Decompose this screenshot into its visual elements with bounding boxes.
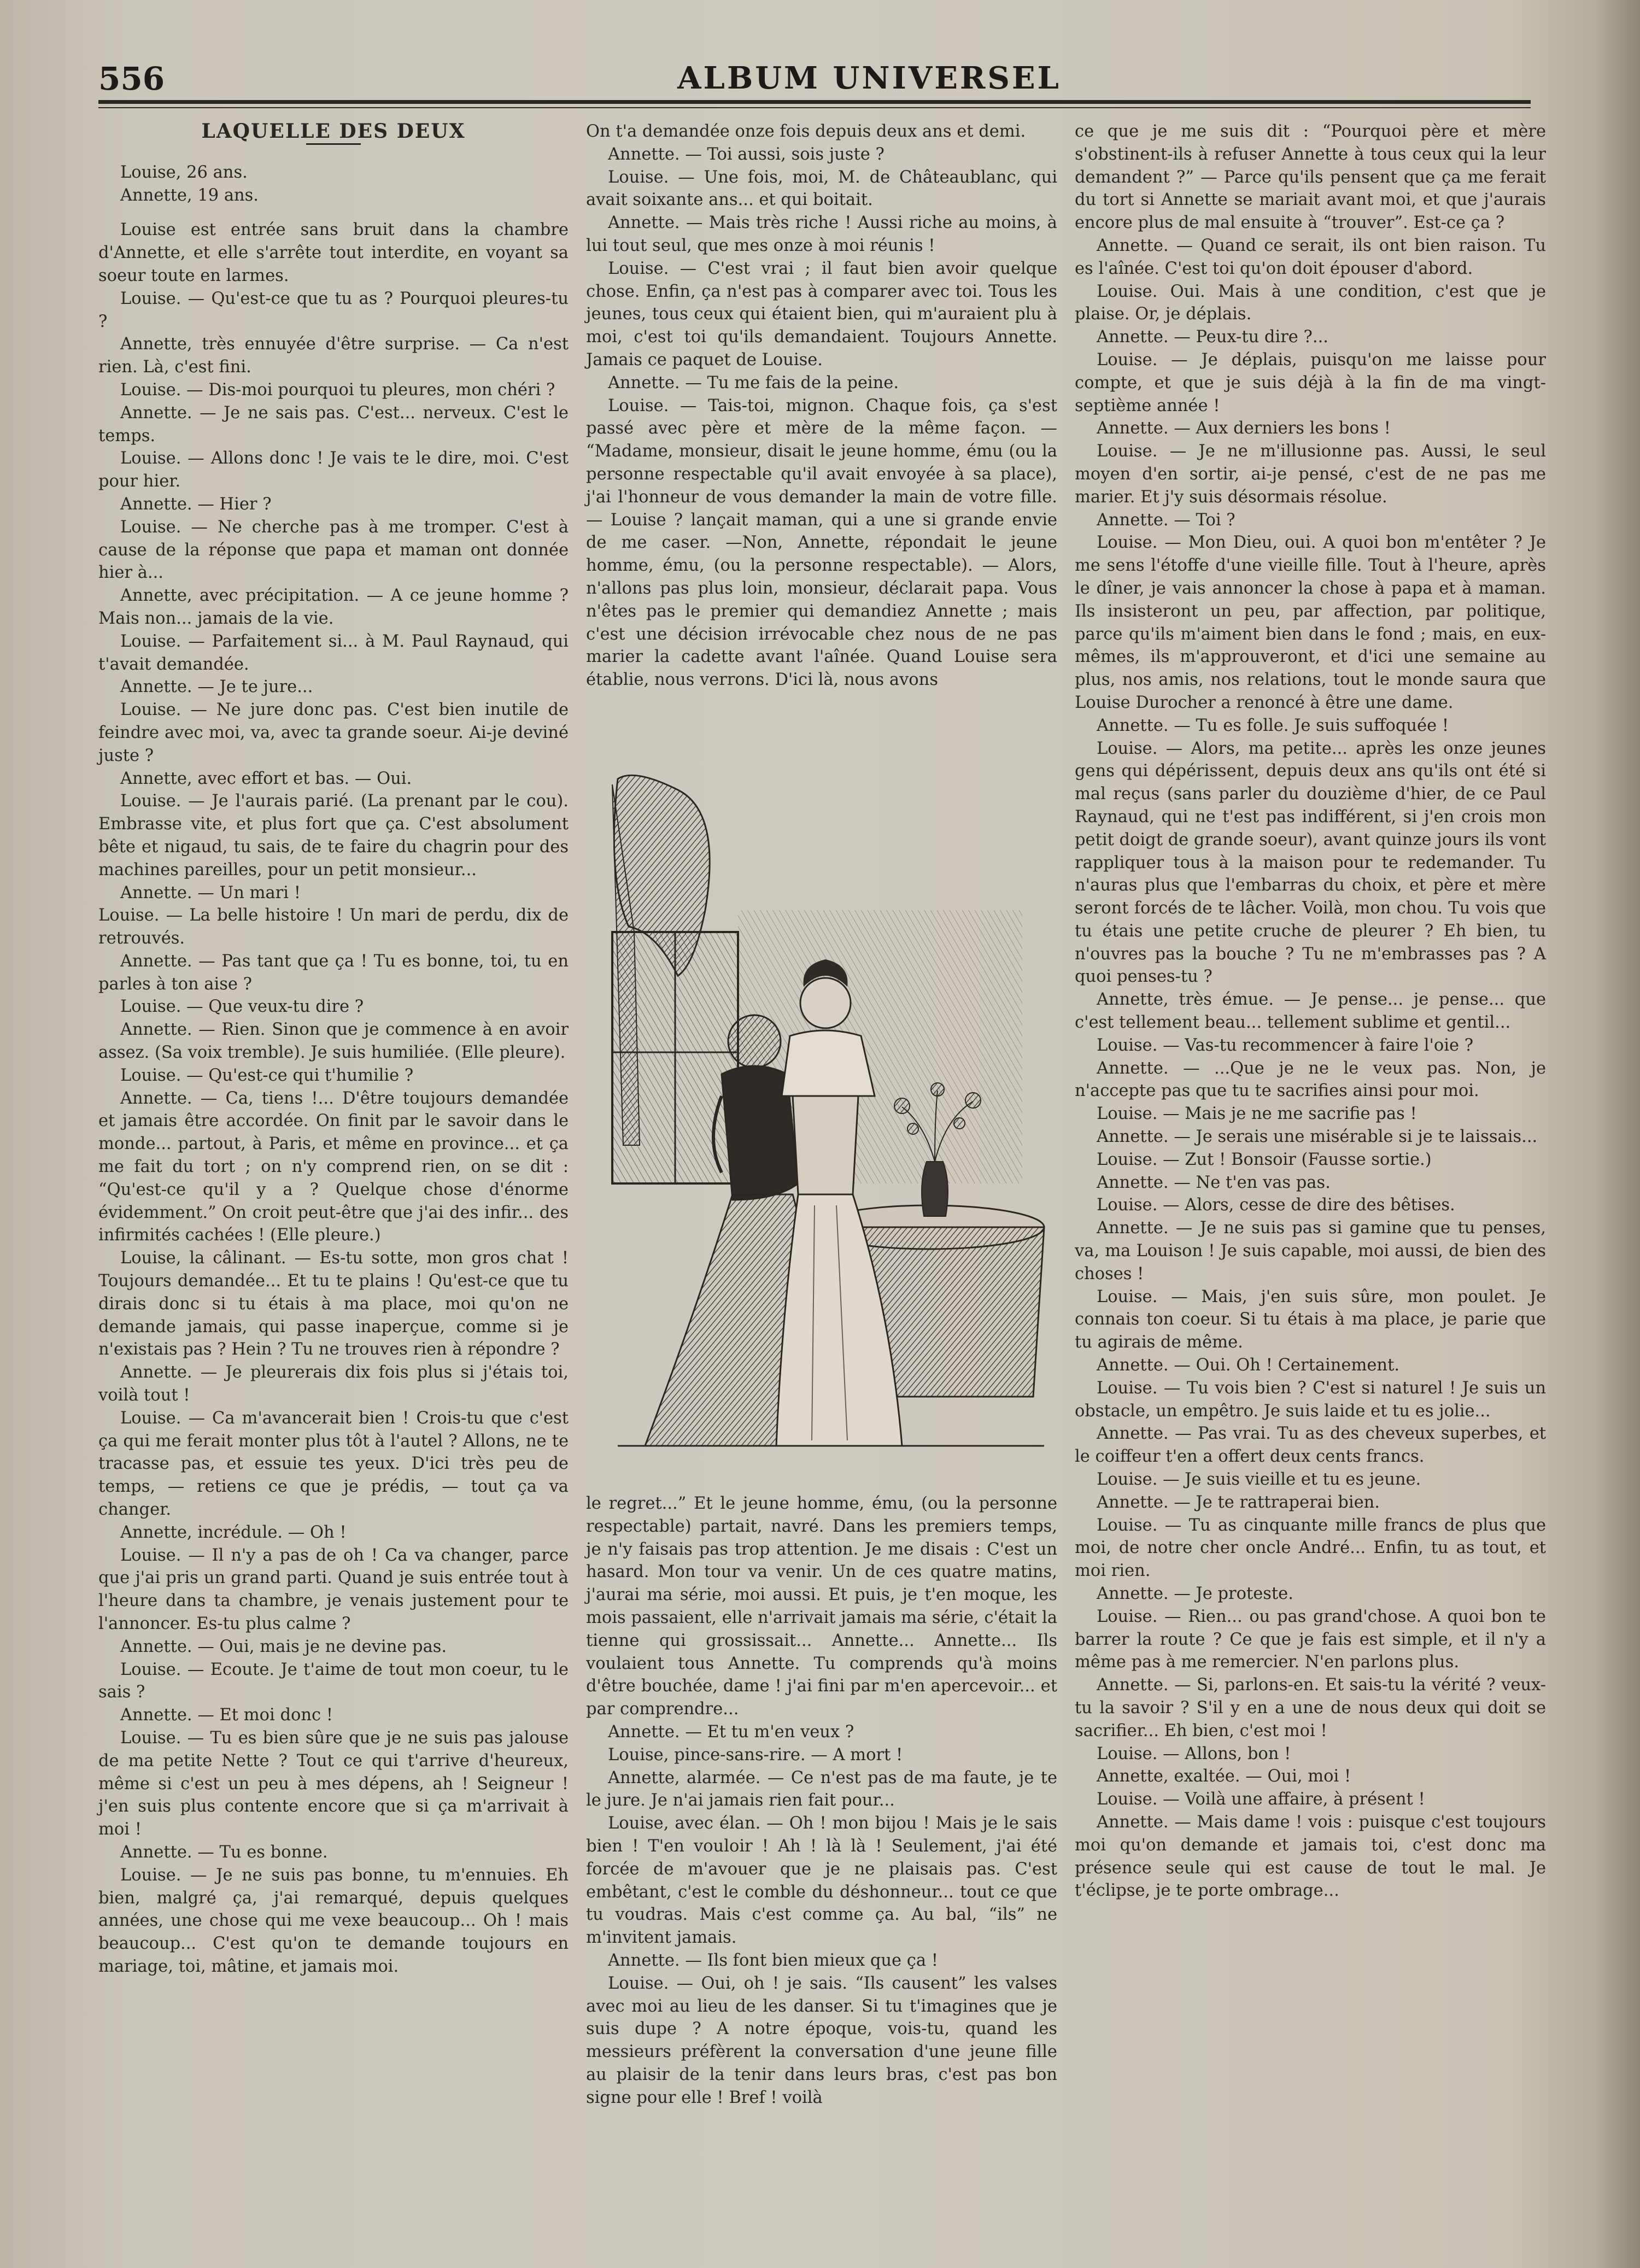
- cast-item: Annette, 19 ans.: [120, 185, 259, 205]
- paragraph: Louise. — Allons, bon !: [1097, 1744, 1291, 1763]
- paragraph: Louise. — Parfaitement si... à M. Paul Raynaud, qui t'avait demandée.: [98, 631, 569, 674]
- spacer: [98, 207, 569, 219]
- paragraph: Annette. — Hier ?: [120, 494, 272, 514]
- paragraph: Louise. — Alors, ma petite... après les onze jeunes gens qui dépérissent, depuis deux ans qu'ils ont été si mal reçus (sans parler du douzième d'hier, de ce Paul Raynaud, qui ne t'est pas indifférent, si j'en crois mon petit doigt de grande soeur), avant quinze jours ils vont rappliquer tous à la maison pour te redemander. Tu n'auras plus que l'embarras du choix, et père et mère seront forcés de te lâcher. Voilà, mon chou. Tu vois que tu étais une petite cruche de pleurer ? Eh bien, tu n'ouvres pas la bouche ? Tu ne m'embrasses pas ? A quoi penses-tu ?: [1075, 739, 1547, 987]
- paragraph: Annette. — Ils font bien mieux que ça !: [608, 1950, 938, 1970]
- paragraph: Louise, la câlinant. — Es-tu sotte, mon gros chat ! Toujours demandée... Et tu te plains ! Qu'est-ce que tu dirais donc si tu étais à ma place, moi qu'on ne demande jamais, qui passe inaperçue, comme si je n'existais pas ? Hein ? Tu ne trouves rien à répondre ?: [98, 1249, 569, 1359]
- paragraph: Louise. — Je ne m'illusionne pas. Aussi, le seul moyen d'en sortir, ai-je pensé, c'est de ne pas me marier. Et j'y suis désormais résolue.: [1075, 442, 1546, 507]
- text-column-1: [98, 120, 569, 1978]
- paragraph: Annette. — Et moi donc !: [120, 1706, 333, 1725]
- paragraph: Louise. — Mais, j'en suis sûre, mon poulet. Je connais ton coeur. Si tu étais à ma place, je parie que tu agirais de même.: [1075, 1287, 1546, 1352]
- paragraph: Annette, très ennuyée d'être surprise. — Ca n'est rien. Là, c'est fini.: [98, 335, 569, 377]
- paragraph: Louise. — C'est vrai ; il faut bien avoir quelque chose. Enfin, ça n'est pas à comparer avec toi. Tous les jeunes, tous ceux qui étaient bien, qui m'auraient plu à moi, c'est toi qu'ils demandaient. Toujours Annette. Jamais ce paquet de Louise.: [586, 259, 1057, 370]
- paragraph: Louise. — Tais-toi, mignon. Chaque fois, ça s'est passé avec père et mère de la même façon. — “Madame, monsieur, disait le jeune homme, ému (ou la personne respectable qu'il avait envoyée à sa place), j'ai l'honneur de vous demander la main de votre fille. — Louise ? lançait maman, qui a une si grande envie de me caser. —Non, Annette, répondait le jeune homme, ému, (ou la personne respectable). — Alors, n'allons pas plus loin, monsieur, déclarait papa. Vous n'êtes pas le premier qui demandiez Annette ; mais c'est une décision irrévocable chez nous de ne pas marier la cadette avant l'aînée. Quand Louise sera établie, nous verrons. D'ici là, nous avons: [586, 396, 1057, 690]
- paragraph: Louise. — Qu'est-ce qui t'humilie ?: [120, 1065, 414, 1085]
- paragraph: Annette. — Je pleurerais dix fois plus si j'étais toi, voilà tout !: [98, 1363, 569, 1405]
- paragraph: Louise. — Que veux-tu dire ?: [120, 997, 364, 1017]
- paragraph: Annette, avec précipitation. — A ce jeune homme ? Mais non... jamais de la vie.: [98, 586, 569, 628]
- paragraph: Louise. — Ca m'avancerait bien ! Crois-tu que c'est ça qui me ferait monter plus tôt à l'autel ? Allons, ne te tracasse pas, et essuie tes yeux. D'ici très peu de temps, — retiens ce que je prédis, — tout ça va changer.: [98, 1408, 569, 1520]
- paragraph: Louise. — Tu vois bien ? C'est si naturel ! Je suis un obstacle, un empêtro. Je suis laide et tu es jolie...: [1075, 1378, 1546, 1421]
- paragraph: Louise. — Mais je ne me sacrifie pas !: [1097, 1104, 1417, 1124]
- paragraph: Annette, incrédule. — Oh !: [120, 1522, 347, 1542]
- paragraph: Louise est entrée sans bruit dans la chambre d'Annette, et elle s'arrête tout interdite, en voyant sa soeur toute en larmes.: [98, 220, 569, 285]
- paragraph: Annette. — Quand ce serait, ils ont bien raison. Tu es l'aînée. C'est toi qu'on doit épouser d'abord.: [1075, 236, 1546, 278]
- paragraph: Louise. — Voilà une affaire, à présent !: [1097, 1790, 1425, 1809]
- header-rule-thick: [98, 100, 1531, 104]
- paragraph: Louise. — Je suis vieille et tu es jeune.: [1097, 1470, 1421, 1490]
- paragraph: Annette, exaltée. — Oui, moi !: [1097, 1767, 1351, 1786]
- paragraph: Annette, très émue. — Je pense... je pense... que c'est tellement beau... tellement sublime et gentil...: [1075, 990, 1546, 1033]
- paragraph: Louise. — Allons donc ! Je vais te le dire, moi. C'est pour hier.: [98, 449, 569, 491]
- paragraph: ce que je me suis dit : “Pourquoi père et mère s'obstinent-ils à refuser Annette à tous ceux qui la leur demandent ?” — Parce qu'ils pensent que ça me ferait du tort si Annette se mariait avant moi, et que j'aurais encore plus de mal ensuite à “trouver”. Est-ce ça ?: [1075, 122, 1546, 233]
- text-column-2-top: [586, 120, 1057, 691]
- paragraph: Louise. — Zut ! Bonsoir (Fausse sortie.): [1097, 1150, 1432, 1169]
- paragraph: Annette. — Aux derniers les bons !: [1097, 419, 1391, 438]
- story-title: LAQUELLE DES DEUX: [201, 120, 466, 143]
- paragraph: Louise. — Alors, cesse de dire des bêtises.: [1097, 1195, 1455, 1215]
- title-rule: [306, 143, 361, 145]
- paragraph: Louise. — Ecoute. Je t'aime de tout mon coeur, tu le sais ?: [98, 1660, 569, 1702]
- paragraph: Annette. — ...Que je ne le veux pas. Non, je n'accepte pas que tu te sacrifies ainsi pour moi.: [1075, 1058, 1546, 1101]
- paragraph: Louise. — Tu es bien sûre que je ne suis pas jalouse de ma petite Nette ? Tout ce qui t'arrive d'heureux, même si c'est un peu à mes dépens, ah ! Seigneur ! j'en suis plus contente encore que si ça m'arrivait à moi !: [98, 1728, 569, 1839]
- paragraph: Louise. — Je ne suis pas bonne, tu m'ennuies. Eh bien, malgré ça, j'ai remarqué, depuis quelques années, une chose qui me vexe beaucoup... Oh ! mais beaucoup... C'est qu'on te demande toujours en mariage, toi, mâtine, et jamais moi.: [98, 1865, 569, 1976]
- paragraph: Annette. — Pas tant que ça ! Tu es bonne, toi, tu en parles à ton aise ?: [98, 951, 569, 994]
- paragraph: Annette, alarmée. — Ce n'est pas de ma faute, je te le jure. Je n'ai jamais rien fait pour...: [586, 1768, 1057, 1810]
- paragraph: Annette. — Je te jure...: [120, 677, 313, 697]
- paragraph: Louise. — Il n'y a pas de oh ! Ca va changer, parce que j'ai pris un grand parti. Quand je suis entrée tout à l'heure dans ta chambre, je venais justement pour te l'annoncer. Es-tu plus calme ?: [98, 1545, 569, 1633]
- journal-title: ALBUM UNIVERSEL: [677, 60, 1061, 96]
- engraving-illustration: [596, 768, 1055, 1484]
- vase: [922, 1162, 948, 1216]
- paragraph: Annette. — Ne t'en vas pas.: [1097, 1173, 1331, 1192]
- paragraph: Louise. — Une fois, moi, M. de Châteaublanc, qui avait soixante ans... et qui boitait.: [586, 167, 1057, 210]
- paragraph: Louise. — Vas-tu recommencer à faire l'oie ?: [1097, 1035, 1474, 1055]
- page-edge-shadow: [1596, 0, 1640, 2268]
- header-rule-thin: [98, 107, 1531, 108]
- paragraph: Annette. — Mais dame ! vois : puisque c'est toujours moi qu'on demande et jamais toi, c'est donc ma présence seule qui est cause de tout le mal. Je t'éclipse, je te porte ombrage...: [1075, 1812, 1546, 1901]
- paragraph: Annette. — Si, parlons-en. Et sais-tu la vérité ? veux-tu la savoir ? S'il y en a une de nous deux qui doit se sacrifier... Eh bien, c'est moi !: [1075, 1675, 1546, 1740]
- paragraph: Annette. — Je te rattraperai bien.: [1097, 1492, 1380, 1512]
- paragraph: Annette. — Peux-tu dire ?...: [1097, 327, 1328, 347]
- paragraph: Annette. — Un mari !: [120, 883, 301, 902]
- paragraph: Annette. — Je proteste.: [1097, 1584, 1293, 1603]
- page-header: [98, 60, 1531, 104]
- cast-item: Louise, 26 ans.: [120, 162, 248, 182]
- paragraph: Louise. — Rien... ou pas grand'chose. A quoi bon te barrer la route ? Ce que je fais est simple, et il n'y a même pas à me remercier. N'en parlons plus.: [1075, 1607, 1546, 1672]
- paragraph: Louise. — La belle histoire ! Un mari de perdu, dix de retrouvés.: [98, 906, 569, 948]
- paragraph: Annette. — Oui, mais je ne devine pas.: [120, 1637, 447, 1656]
- text-column-3: [1075, 120, 1546, 1902]
- cast-list: [98, 161, 569, 207]
- paragraph: Annette. — Je ne sais pas. C'est... nerveux. C'est le temps.: [98, 403, 569, 446]
- paragraph: Annette. — Tu es folle. Je suis suffoquée !: [1097, 716, 1449, 735]
- paragraph: Annette. — Toi ?: [1097, 510, 1235, 530]
- paragraph: Louise. — Oui, oh ! je sais. “Ils causent” les valses avec moi au lieu de les danser. Si tu t'imagines que je suis dupe ? A notre époque, vois-tu, quand les messieurs préfèrent la conversation d'une jeune fille au plaisir de la tenir dans leurs bras, c'est pas bon signe pour elle ! Bref ! voilà: [586, 1973, 1057, 2107]
- paragraph: Louise. — Ne jure donc pas. C'est bien inutile de feindre avec moi, va, avec ta grande soeur. Ai-je deviné juste ?: [98, 700, 569, 765]
- paragraph: Annette. — Je ne suis pas si gamine que tu penses, va, ma Louison ! Je suis capable, moi aussi, de bien des choses !: [1075, 1218, 1546, 1284]
- paragraph: Annette. — Toi aussi, sois juste ?: [608, 144, 885, 164]
- paragraph: Louise. — Qu'est-ce que tu as ? Pourquoi pleures-tu ?: [98, 289, 569, 331]
- paragraph: Louise. — Je déplais, puisqu'on me laisse pour compte, et que je suis déjà à la fin de ma vingt-septième année !: [1075, 350, 1546, 415]
- paragraph: Louise, pince-sans-rire. — A mort !: [608, 1745, 903, 1765]
- paragraph: Louise, avec élan. — Oh ! mon bijou ! Mais je le sais bien ! T'en vouloir ! Ah ! là là ! Seulement, j'ai été forcée de m'avouer que je ne plaisais pas. C'est embêtant, c'est le comble du déshonneur... tout ce que tu voudras. Mais c'est comme ça. Au bal, “ils” ne m'invitent jamais.: [586, 1814, 1057, 1948]
- paragraph: Annette. — Je serais une misérable si je te laissais...: [1097, 1127, 1538, 1147]
- paragraph: Annette. — Rien. Sinon que je commence à en avoir assez. (Sa voix tremble). Je suis humiliée. (Elle pleure).: [98, 1020, 569, 1063]
- paragraph: Louise. — Tu as cinquante mille francs de plus que moi, de notre cher oncle André... Enfin, tu as tout, et moi rien.: [1075, 1515, 1546, 1581]
- paragraph: Annette. — Oui. Oh ! Certainement.: [1097, 1356, 1400, 1375]
- paragraph: Louise. — Mon Dieu, oui. A quoi bon m'entêter ? Je me sens l'étoffe d'une vieille fille. Tout à l'heure, après le dîner, je vais annoncer la chose à papa et à maman. Ils insisteront un peu, par affection, par politique, parce qu'ils m'aiment bien dans le fond ; mais, en eux-mêmes, ils m'approuveront, et d'ici une semaine au plus, nos amis, nos relations, tout le monde saura que Louise Durocher a renoncé à être une dame.: [1075, 533, 1546, 712]
- paragraph: Louise. — Je l'aurais parié. (La prenant par le cou). Embrasse vite, et plus fort que ça. C'est absolument bête et nigaud, tu sais, de te faire du chagrin pour des machines pareilles, pour un petit monsieur...: [98, 792, 569, 880]
- paragraph: Louise. Oui. Mais à une condition, c'est que je plaise. Or, je déplais.: [1075, 282, 1546, 324]
- paragraph: Annette, avec effort et bas. — Oui.: [120, 769, 412, 788]
- paragraph: Annette. — Tu me fais de la peine.: [608, 373, 899, 392]
- paragraph: Annette. — Et tu m'en veux ?: [608, 1722, 854, 1742]
- text-column-2-bottom: [586, 1492, 1057, 2109]
- paragraph: Annette. — Mais très riche ! Aussi riche au moins, à lui tout seul, que mes onze à moi réunis !: [586, 213, 1057, 255]
- paragraph: On t'a demandée onze fois depuis deux ans et demi.: [586, 122, 1026, 141]
- paragraph: Annette. — Ca, tiens !... D'être toujours demandée et jamais être accordée. On finit par le savoir dans le monde... partout, à Paris, et même en province... et ça me fait du tort ; on n'y comprend rien, on se dit : “Qu'est-ce qu'il y a ? Quelque chose d'énorme évidemment.” On croit peut-être que j'ai des infir... des infirmités cachées ! (Elle pleure.): [98, 1088, 569, 1245]
- paragraph: Louise. — Dis-moi pourquoi tu pleures, mon chéri ?: [120, 380, 555, 400]
- paragraph: le regret...” Et le jeune homme, ému, (ou la personne respectable) partait, navré. Dans les premiers temps, je n'y faisais pas trop attention. Je me disais : C'est un hasard. Mon tour va venir. Un de ces quatre matins, j'aurai ma série, moi aussi. Et puis, je t'en moque, les mois passaient, elle n'arrivait jamais ma série, c'était la tienne qui grossissait... Annette... Annette... Ils voulaient tous Annette. Tu comprends qu'à moins d'être bouchée, dame ! j'ai fini par m'en apercevoir... et par comprendre...: [586, 1494, 1057, 1719]
- page-number: 556: [98, 60, 165, 97]
- paragraph: Annette. — Tu es bonne.: [120, 1842, 328, 1862]
- paragraph: Louise. — Ne cherche pas à me tromper. C'est à cause de la réponse que papa et maman ont donnée hier à...: [98, 517, 569, 583]
- paragraph: Annette. — Pas vrai. Tu as des cheveux superbes, et le coiffeur t'en a offert deux cents francs.: [1075, 1424, 1546, 1467]
